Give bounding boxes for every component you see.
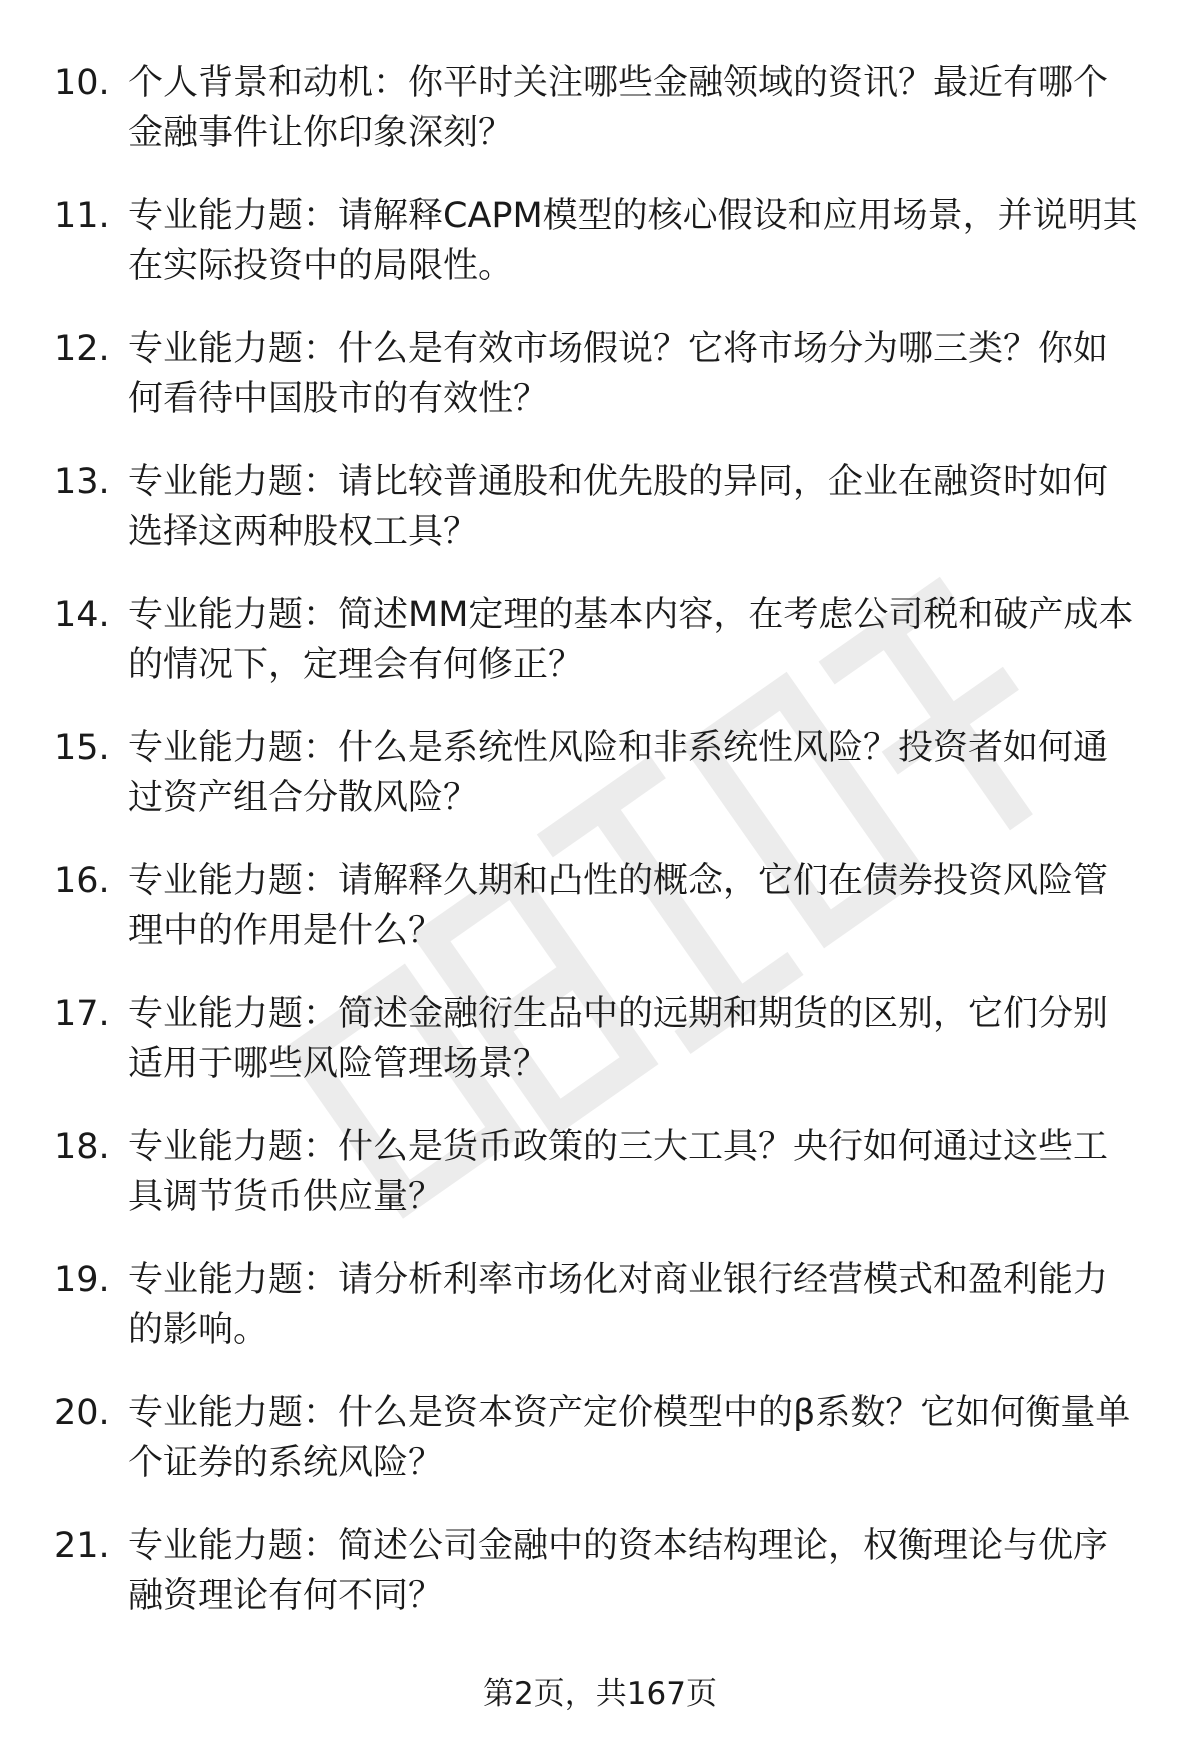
question-text: 专业能力题：请解释久期和凸性的概念，它们在债券投资风险管理中的作用是什么？ xyxy=(128,861,1109,951)
question-number: 16. xyxy=(54,861,110,901)
question-list xyxy=(0,58,1200,1654)
question-text: 专业能力题：简述公司金融中的资本结构理论，权衡理论与优序融资理论有何不同？ xyxy=(128,1526,1109,1616)
question-item xyxy=(0,1388,1200,1521)
question-item xyxy=(0,856,1200,989)
question-number: 10. xyxy=(54,63,110,103)
question-number: 18. xyxy=(54,1127,110,1167)
question-item xyxy=(0,324,1200,457)
question-number: 20. xyxy=(54,1393,110,1433)
question-item xyxy=(0,1521,1200,1654)
question-item xyxy=(0,989,1200,1122)
question-number: 19. xyxy=(54,1260,110,1300)
question-text: 专业能力题：什么是系统性风险和非系统性风险？投资者如何通过资产组合分散风险？ xyxy=(128,728,1109,818)
question-number: 11. xyxy=(54,196,110,236)
question-number: 17. xyxy=(54,994,110,1034)
question-number: 12. xyxy=(54,329,110,369)
question-item xyxy=(0,1122,1200,1255)
question-item xyxy=(0,723,1200,856)
question-number: 21. xyxy=(54,1526,110,1566)
question-text: 专业能力题：请分析利率市场化对商业银行经营模式和盈利能力的影响。 xyxy=(128,1260,1109,1350)
question-text: 专业能力题：什么是有效市场假说？它将市场分为哪三类？你如何看待中国股市的有效性？ xyxy=(128,329,1109,419)
question-text: 专业能力题：简述MM定理的基本内容，在考虑公司税和破产成本的情况下，定理会有何修正？ xyxy=(128,595,1134,685)
question-text: 专业能力题：什么是货币政策的三大工具？央行如何通过这些工具调节货币供应量？ xyxy=(128,1127,1109,1217)
page-footer: 第2页，共167页 xyxy=(483,1676,717,1712)
question-number: 13. xyxy=(54,462,110,502)
question-text: 专业能力题：请比较普通股和优先股的异同，企业在融资时如何选择这两种股权工具？ xyxy=(128,462,1109,552)
question-number: 15. xyxy=(54,728,110,768)
question-text: 个人背景和动机：你平时关注哪些金融领域的资讯？最近有哪个金融事件让你印象深刻？ xyxy=(128,63,1109,153)
question-item xyxy=(0,58,1200,191)
question-item xyxy=(0,191,1200,324)
question-item xyxy=(0,590,1200,723)
question-item xyxy=(0,1255,1200,1388)
question-text: 专业能力题：简述金融衍生品中的远期和期货的区别，它们分别适用于哪些风险管理场景？ xyxy=(128,994,1109,1084)
question-item xyxy=(0,457,1200,590)
question-text: 专业能力题：请解释CAPM模型的核心假设和应用场景，并说明其在实际投资中的局限性。 xyxy=(128,196,1138,286)
question-text: 专业能力题：什么是资本资产定价模型中的β系数？它如何衡量单个证券的系统风险？ xyxy=(128,1393,1131,1483)
question-number: 14. xyxy=(54,595,110,635)
